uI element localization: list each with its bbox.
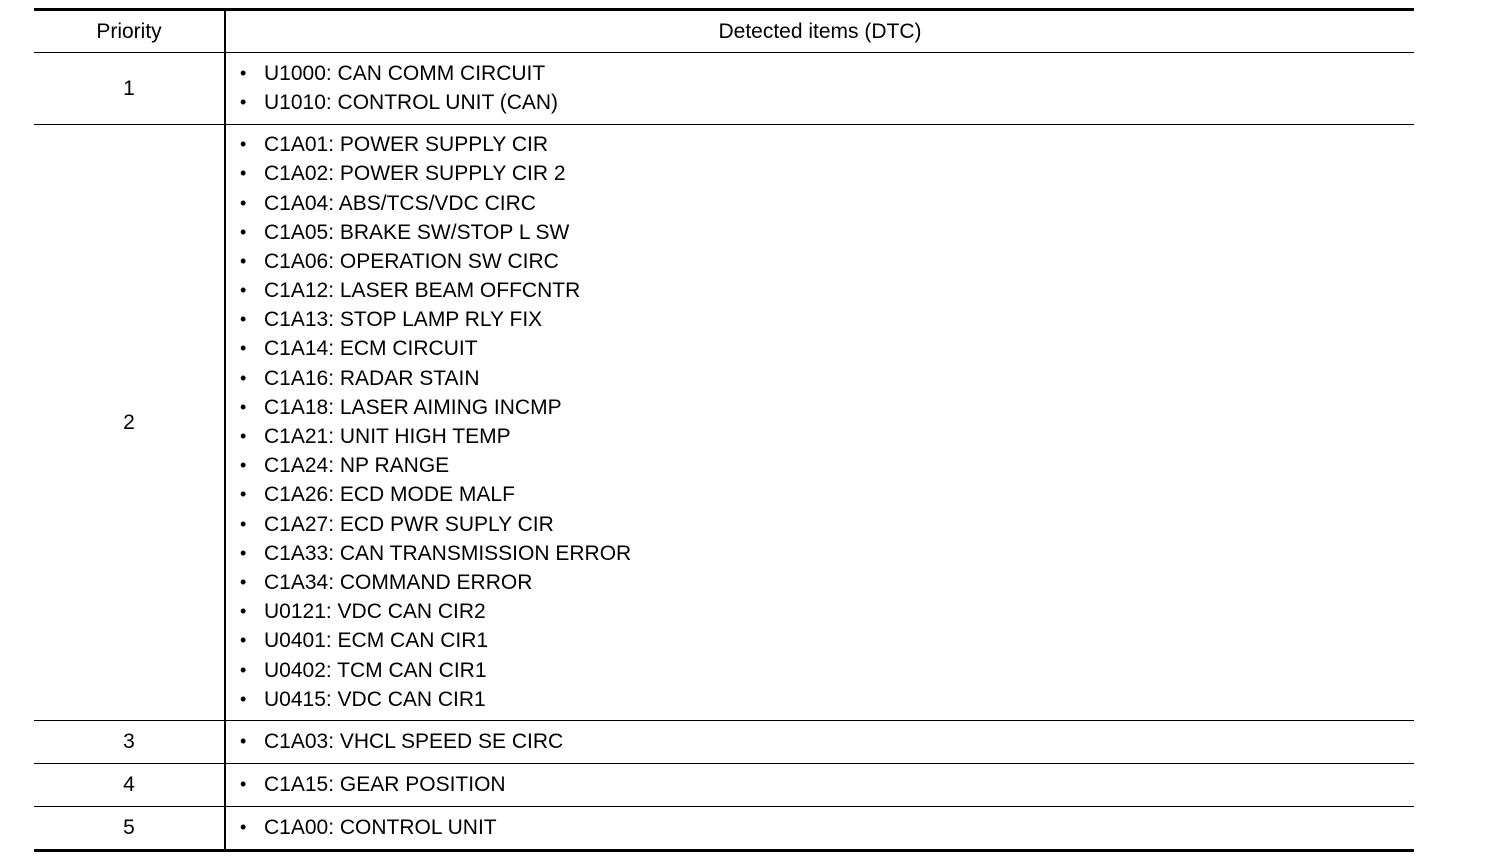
bullet-icon: • [240,309,247,330]
table-row [34,807,1414,851]
dtc-item-text: U0415: VDC CAN CIR1 [264,687,486,711]
dtc-item-text: C1A03: VHCL SPEED SE CIRC [264,730,564,754]
list-item [240,218,1414,247]
bullet-icon: • [240,688,247,709]
list-item [240,568,1414,597]
list-item [240,813,1414,842]
bullet-icon: • [240,426,247,446]
bullet-icon: • [240,338,247,359]
dtc-item-text: C1A04: ABS/TCS/VDC CIRC [264,191,536,215]
dtc-item-text: C1A33: CAN TRANSMISSION ERROR [264,541,632,565]
list-item [240,539,1414,568]
dtc-item-text: C1A16: RADAR STAIN [264,366,480,390]
list-item [240,159,1414,188]
detected-items-cell [225,764,1414,807]
bullet-icon: • [240,396,247,417]
list-item [240,59,1414,88]
detected-items-cell [225,807,1414,851]
table-row [34,53,1414,125]
list-item [240,597,1414,626]
dtc-item-text: C1A34: COMMAND ERROR [264,570,533,594]
dtc-item-text: C1A06: OPERATION SW CIRC [264,249,559,273]
bullet-icon: • [240,571,247,592]
dtc-list [226,727,1414,756]
priority-cell: 1 [34,53,225,125]
bullet-icon: • [240,367,247,388]
list-item [240,276,1414,305]
table-body [34,53,1414,851]
table-header-row [34,10,1414,53]
list-item [240,480,1414,509]
priority-cell: 4 [34,764,225,807]
bullet-icon: • [240,134,247,155]
dtc-item-text: C1A18: LASER AIMING INCMP [264,395,562,419]
list-item [240,451,1414,480]
table-row [34,764,1414,807]
list-item [240,247,1414,276]
bullet-icon: • [240,513,247,534]
dtc-item-text: C1A15: GEAR POSITION [264,773,506,797]
priority-cell: 3 [34,721,225,764]
dtc-item-text: U0402: TCM CAN CIR1 [264,658,487,682]
dtc-item-text: U1010: CONTROL UNIT (CAN) [264,91,559,114]
dtc-item-text: C1A24: NP RANGE [264,454,450,478]
list-item [240,656,1414,685]
list-item [240,130,1414,159]
bullet-icon: • [240,630,247,651]
bullet-icon: • [240,542,247,563]
bullet-icon: • [240,280,247,301]
bullet-icon: • [240,92,247,112]
dtc-item-text: U0121: VDC CAN CIR2 [264,600,486,624]
list-item [240,334,1414,363]
dtc-item-text: U1000: CAN COMM CIRCUIT [264,61,546,85]
bullet-icon: • [240,192,247,213]
bullet-icon: • [240,484,247,505]
list-item [240,393,1414,422]
dtc-list [226,54,1414,123]
dtc-item-text: C1A02: POWER SUPPLY CIR 2 [264,162,566,186]
list-item [240,626,1414,655]
dtc-list [226,770,1414,799]
list-item [240,189,1414,218]
bullet-icon: • [240,455,247,476]
bullet-icon: • [240,774,247,795]
dtc-item-text: C1A12: LASER BEAM OFFCNTR [264,279,581,303]
list-item [240,305,1414,334]
bullet-icon: • [240,817,247,838]
bullet-icon: • [240,62,247,83]
dtc-item-text: C1A21: UNIT HIGH TEMP [264,425,511,448]
bullet-icon: • [240,659,247,680]
dtc-priority-table [34,8,1414,852]
detected-items-cell [225,125,1414,721]
dtc-list [226,125,1414,720]
priority-cell: 2 [34,125,225,721]
list-item [240,422,1414,451]
list-item [240,685,1414,714]
dtc-item-text: U0401: ECM CAN CIR1 [264,629,489,653]
dtc-list [226,813,1414,842]
detected-items-cell [225,53,1414,125]
table-row [34,125,1414,721]
bullet-icon: • [240,250,247,271]
list-item [240,727,1414,756]
table-row [34,721,1414,764]
detected-items-cell [225,721,1414,764]
priority-cell: 5 [123,816,135,839]
bullet-icon: • [240,601,247,622]
list-item [240,364,1414,393]
list-item [240,770,1414,799]
dtc-item-text: C1A01: POWER SUPPLY CIR [264,133,548,157]
list-item [240,88,1414,117]
bullet-icon: • [240,731,247,752]
priority-column-header: Priority [34,10,225,53]
bullet-icon: • [240,221,247,242]
dtc-item-text: C1A14: ECM CIRCUIT [264,337,478,361]
detected-items-column-header: Detected items (DTC) [225,10,1414,53]
dtc-item-text: C1A05: BRAKE SW/STOP L SW [264,220,570,244]
dtc-item-text: C1A26: ECD MODE MALF [264,483,515,507]
dtc-item-text: C1A27: ECD PWR SUPLY CIR [264,512,554,536]
bullet-icon: • [240,163,247,184]
dtc-item-text: C1A00: CONTROL UNIT [264,816,497,840]
dtc-item-text: C1A13: STOP LAMP RLY FIX [264,308,543,332]
list-item [240,510,1414,539]
